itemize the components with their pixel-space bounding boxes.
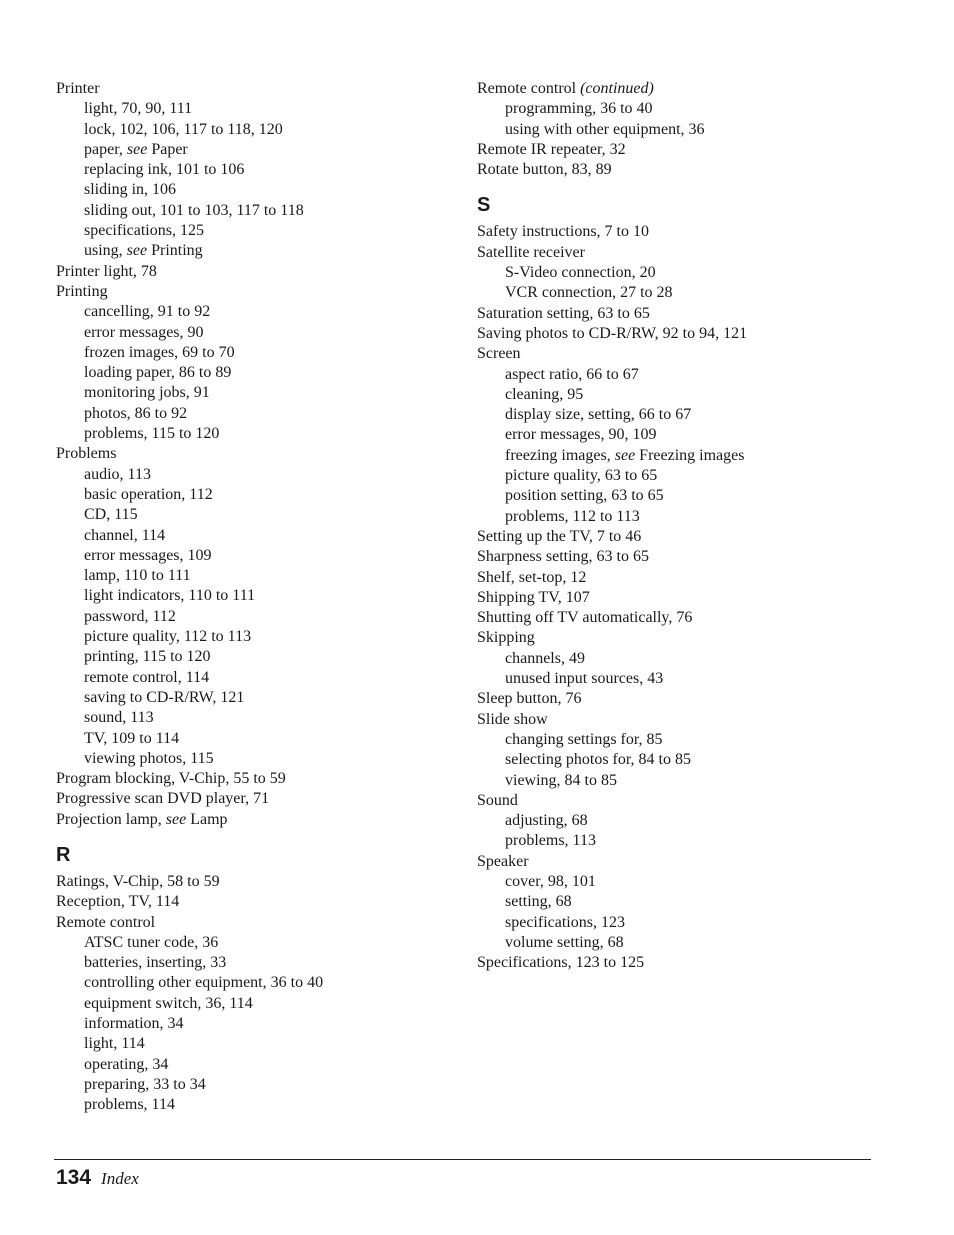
index-subentry <box>477 913 907 933</box>
index-subentry <box>56 302 466 322</box>
index-subentry <box>477 425 907 445</box>
index-subentry <box>56 973 466 993</box>
entry-text: saving to CD-R/RW, 121 <box>84 688 245 706</box>
index-subentry <box>56 1034 466 1054</box>
entry-text: volume setting, 68 <box>505 933 624 951</box>
entry-text: ATSC tuner code, 36 <box>84 933 219 951</box>
entry-text: Screen <box>477 345 521 363</box>
index-subentry <box>477 933 907 953</box>
entry-text: specifications, 125 <box>84 222 204 240</box>
index-subentry <box>477 120 907 140</box>
entry-text: specifications, 123 <box>505 913 625 931</box>
index-subentry <box>56 343 466 363</box>
index-subentry <box>477 811 907 831</box>
entry-text: Remote control <box>477 80 581 97</box>
entry-text: Shipping TV, 107 <box>477 588 590 606</box>
index-subentry <box>56 201 466 221</box>
entry-text: sliding in, 106 <box>84 181 177 199</box>
index-subentry <box>56 485 466 505</box>
index-entry <box>477 527 907 547</box>
index-subentry <box>477 892 907 912</box>
entry-text: programming, 36 to 40 <box>505 100 653 118</box>
index-subentry <box>477 669 907 689</box>
entry-text: Saturation setting, 63 to 65 <box>477 304 650 322</box>
index-subentry <box>56 140 466 160</box>
index-entry <box>477 791 907 811</box>
index-entry <box>477 243 907 263</box>
entry-text: Satellite receiver <box>477 243 585 261</box>
entry-text: password, 112 <box>84 607 176 625</box>
index-subentry <box>56 627 466 647</box>
index-subentry <box>477 466 907 486</box>
entry-text: Specifications, 123 to 125 <box>477 954 645 972</box>
see-reference: see <box>126 140 148 158</box>
entry-text: Printer light, 78 <box>56 262 157 280</box>
entry-text: printing, 115 to 120 <box>84 648 211 666</box>
index-entry <box>56 810 466 830</box>
section-letter: S <box>477 194 491 217</box>
entry-text: problems, 114 <box>84 1096 175 1114</box>
index-subentry <box>56 708 466 728</box>
index-entry <box>477 222 907 242</box>
entry-text: Speaker <box>477 852 529 870</box>
entry-text: using with other equipment, 36 <box>505 120 705 138</box>
index-entry <box>56 262 466 282</box>
entry-text: problems, 115 to 120 <box>84 425 220 443</box>
entry-text: light, 70, 90, 111 <box>84 100 193 118</box>
entry-text: channels, 49 <box>505 649 585 667</box>
entry-text: picture quality, 112 to 113 <box>84 628 252 646</box>
entry-text: selecting photos for, 84 to 85 <box>505 751 691 769</box>
entry-text: aspect ratio, 66 to 67 <box>505 365 639 383</box>
index-entry <box>477 79 907 99</box>
index-subentry <box>477 750 907 770</box>
index-entry <box>477 547 907 567</box>
index-subentry <box>56 933 466 953</box>
entry-text: freezing images, <box>505 446 615 464</box>
index-subentry <box>477 831 907 851</box>
section-name: Index <box>101 1169 139 1188</box>
index-entry <box>477 160 907 180</box>
index-subentry <box>56 668 466 688</box>
index-subentry <box>56 505 466 525</box>
index-subentry <box>56 363 466 383</box>
see-reference: see <box>165 810 187 828</box>
section-letter: R <box>56 843 71 866</box>
entry-text: monitoring jobs, 91 <box>84 384 210 402</box>
entry-text: loading paper, 86 to 89 <box>84 364 232 382</box>
entry-text: Lamp <box>186 810 228 828</box>
entry-text: problems, 112 to 113 <box>505 507 640 525</box>
entry-text: Saving photos to CD-R/RW, 92 to 94, 121 <box>477 324 748 342</box>
entry-text: viewing photos, 115 <box>84 749 214 767</box>
entry-text: Sharpness setting, 63 to 65 <box>477 548 649 566</box>
entry-text: light indicators, 110 to 111 <box>84 587 256 605</box>
index-subentry <box>56 749 466 769</box>
index-entry <box>56 789 466 809</box>
entry-text: Skipping <box>477 629 535 647</box>
index-entry <box>56 444 466 464</box>
index-subentry <box>56 566 466 586</box>
entry-text: Program blocking, V-Chip, 55 to 59 <box>56 770 286 788</box>
entry-text: Projection lamp, <box>56 810 166 828</box>
entry-text: Rotate button, 83, 89 <box>477 161 612 179</box>
entry-text: Printer <box>56 80 100 97</box>
entry-text: paper, <box>84 140 127 158</box>
index-entry <box>56 79 466 99</box>
index-subentry <box>477 99 907 119</box>
index-entry <box>477 852 907 872</box>
index-entry <box>477 710 907 730</box>
entry-text: error messages, 90 <box>84 323 204 341</box>
entry-text: adjusting, 68 <box>505 812 588 830</box>
entry-text: VCR connection, 27 to 28 <box>505 284 673 302</box>
entry-text: TV, 109 to 114 <box>84 729 180 747</box>
index-subentry <box>56 1075 466 1095</box>
entry-text: basic operation, 112 <box>84 485 213 503</box>
index-subentry <box>477 730 907 750</box>
entry-text: Slide show <box>477 710 548 728</box>
entry-text: replacing ink, 101 to 106 <box>84 161 245 179</box>
entry-text: sliding out, 101 to 103, 117 to 118 <box>84 201 304 219</box>
index-subentry <box>56 404 466 424</box>
entry-text: error messages, 109 <box>84 546 212 564</box>
entry-text: CD, 115 <box>84 506 138 524</box>
index-entry <box>56 913 466 933</box>
index-column-left <box>56 79 466 1116</box>
footer-rule <box>54 1159 871 1160</box>
entry-text: cancelling, 91 to 92 <box>84 303 211 321</box>
index-subentry <box>56 221 466 241</box>
index-subentry <box>477 872 907 892</box>
index-subentry <box>56 1055 466 1075</box>
index-column-right <box>477 79 907 973</box>
index-entry <box>477 689 907 709</box>
page-footer <box>56 1166 139 1190</box>
entry-text: controlling other equipment, 36 to 40 <box>84 974 324 992</box>
entry-text: setting, 68 <box>505 893 572 911</box>
index-entry <box>477 628 907 648</box>
entry-text: position setting, 63 to 65 <box>505 487 664 505</box>
entry-text: Sleep button, 76 <box>477 690 582 708</box>
entry-text: information, 34 <box>84 1015 184 1033</box>
see-reference: see <box>614 446 636 464</box>
index-subentry <box>477 263 907 283</box>
entry-text: Paper <box>147 140 188 158</box>
entry-text: Ratings, V-Chip, 58 to 59 <box>56 872 220 890</box>
index-subentry <box>477 446 907 466</box>
index-subentry <box>56 120 466 140</box>
entry-text: Shelf, set-top, 12 <box>477 568 587 586</box>
entry-text: Setting up the TV, 7 to 46 <box>477 527 642 545</box>
index-subentry <box>56 647 466 667</box>
index-entry <box>477 140 907 160</box>
index-entry <box>477 344 907 364</box>
entry-text: changing settings for, 85 <box>505 730 663 748</box>
index-subentry <box>56 323 466 343</box>
index-subentry <box>477 649 907 669</box>
index-subentry <box>56 1095 466 1115</box>
index-entry <box>477 608 907 628</box>
entry-text: frozen images, 69 to 70 <box>84 343 235 361</box>
index-entry <box>477 588 907 608</box>
see-reference: see <box>126 242 148 260</box>
index-entry <box>477 568 907 588</box>
entry-text: error messages, 90, 109 <box>505 426 657 444</box>
entry-text: cleaning, 95 <box>505 385 584 403</box>
entry-text: Printing <box>147 242 203 260</box>
index-subentry <box>477 385 907 405</box>
index-subentry <box>477 283 907 303</box>
index-subentry <box>56 180 466 200</box>
entry-text: Printing <box>56 282 108 300</box>
entry-text: Progressive scan DVD player, 71 <box>56 790 270 808</box>
entry-text: problems, 113 <box>505 832 596 850</box>
entry-text: Shutting off TV automatically, 76 <box>477 609 693 627</box>
entry-text: sound, 113 <box>84 709 154 727</box>
entry-text: audio, 113 <box>84 465 151 483</box>
entry-text: lamp, 110 to 111 <box>84 567 191 585</box>
index-subentry <box>56 383 466 403</box>
entry-text: display size, setting, 66 to 67 <box>505 406 692 424</box>
entry-text: using, <box>84 242 127 260</box>
entry-text: lock, 102, 106, 117 to 118, 120 <box>84 120 283 138</box>
entry-text: cover, 98, 101 <box>505 872 596 890</box>
index-subentry <box>56 546 466 566</box>
entry-text: Sound <box>477 791 518 809</box>
index-subentry <box>56 953 466 973</box>
index-subentry <box>56 526 466 546</box>
entry-text: Remote IR repeater, 32 <box>477 140 626 158</box>
index-entry <box>477 324 907 344</box>
entry-text: channel, 114 <box>84 526 166 544</box>
entry-text: remote control, 114 <box>84 668 210 686</box>
entry-text: unused input sources, 43 <box>505 670 664 688</box>
index-entry <box>477 953 907 973</box>
entry-text: picture quality, 63 to 65 <box>505 467 658 485</box>
entry-text: S-Video connection, 20 <box>505 264 656 282</box>
index-entry <box>56 872 466 892</box>
index-subentry <box>477 507 907 527</box>
index-subentry <box>56 688 466 708</box>
entry-text: light, 114 <box>84 1035 145 1053</box>
entry-text: Reception, TV, 114 <box>56 893 180 911</box>
index-subentry <box>56 241 466 261</box>
index-subentry <box>477 486 907 506</box>
entry-text: operating, 34 <box>84 1055 169 1073</box>
entry-text: preparing, 33 to 34 <box>84 1075 206 1093</box>
index-entry <box>56 282 466 302</box>
index-entry <box>56 769 466 789</box>
index-subentry <box>477 405 907 425</box>
entry-text: equipment switch, 36, 114 <box>84 994 253 1012</box>
index-subentry <box>56 994 466 1014</box>
continued-note: (continued) <box>580 80 654 97</box>
entry-text: Freezing images <box>635 446 745 464</box>
entry-text: batteries, inserting, 33 <box>84 954 227 972</box>
entry-text: Problems <box>56 445 117 463</box>
entry-text: viewing, 84 to 85 <box>505 771 617 789</box>
index-subentry <box>56 160 466 180</box>
index-subentry <box>56 99 466 119</box>
entry-text: photos, 86 to 92 <box>84 404 188 422</box>
index-subentry <box>56 424 466 444</box>
entry-text: Safety instructions, 7 to 10 <box>477 223 649 241</box>
index-subentry <box>56 729 466 749</box>
page-number: 134 <box>56 1166 92 1189</box>
index-subentry <box>56 586 466 606</box>
index-subentry <box>56 465 466 485</box>
index-entry <box>477 304 907 324</box>
index-subentry <box>56 1014 466 1034</box>
entry-text: Remote control <box>56 913 156 931</box>
index-subentry <box>477 771 907 791</box>
index-entry <box>56 892 466 912</box>
index-subentry <box>56 607 466 627</box>
index-subentry <box>477 365 907 385</box>
